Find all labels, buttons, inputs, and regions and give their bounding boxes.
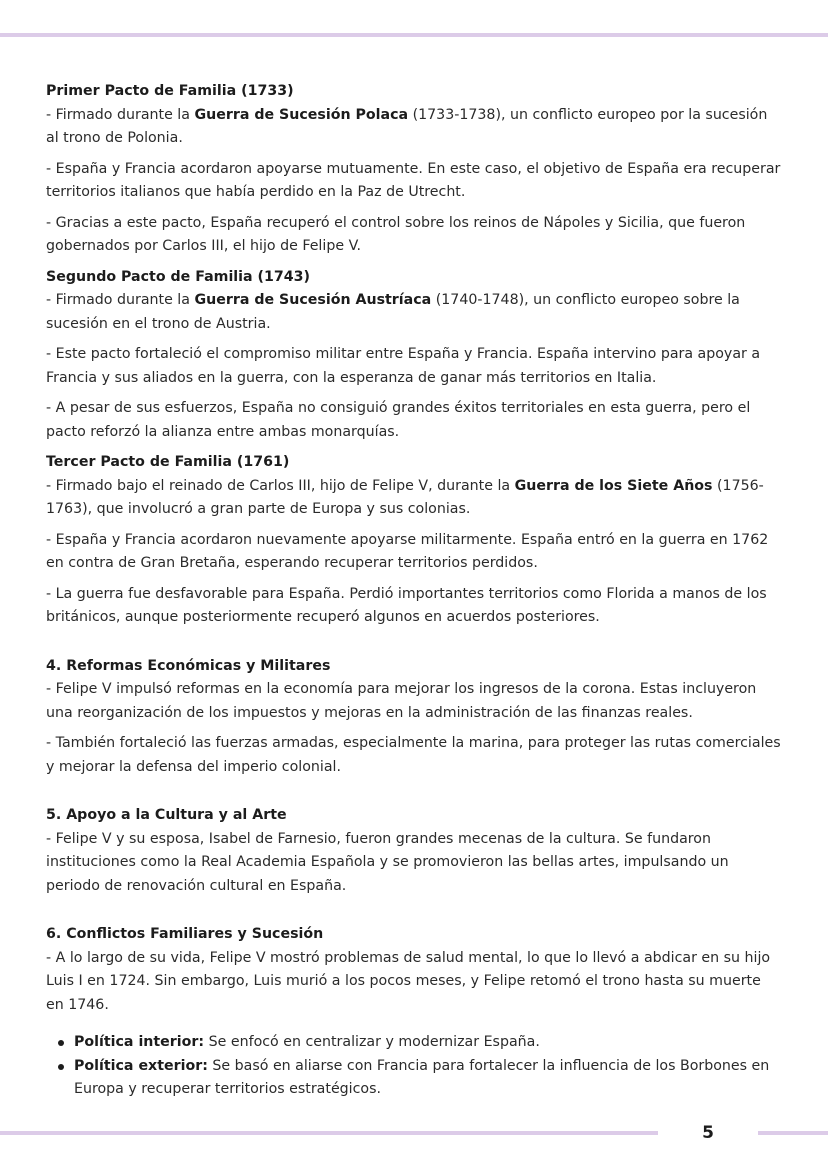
paragraph: [46, 104, 782, 151]
section-conflictos: [46, 923, 782, 1102]
section-title: 4. Reformas Económicas y Militares: [46, 657, 331, 674]
text-run: - Firmado durante la: [46, 106, 195, 123]
paragraph: - Gracias a este pacto, España recuperó el control sobre los reinos de Nápoles y Sicilia, que fueron gobernados por Carlos III, el hijo de Felipe V.: [46, 214, 746, 254]
paragraph: - Felipe V y su esposa, Isabel de Farnesio, fueron grandes mecenas de la cultura. Se fundaron instituciones como la Real Academia Española y se promovieron las bellas artes, impulsando un periodo de renovación cultural en España.: [46, 830, 729, 894]
section-title: Primer Pacto de Familia (1733): [46, 83, 294, 99]
paragraph: [46, 289, 782, 336]
paragraph: - Este pacto fortaleció el compromiso militar entre España y Francia. España intervino para apoyar a Francia y sus aliados en la guerra, con la esperanza de ganar más territorios en Italia.: [46, 346, 761, 386]
section-title: 5. Apoyo a la Cultura y al Arte: [46, 807, 287, 823]
list-item: [74, 1055, 782, 1102]
bold-term: Guerra de los Siete Años: [514, 477, 713, 494]
bold-term: Guerra de Sucesión Austríaca: [194, 292, 432, 308]
section-title: 6. Conflictos Familiares y Sucesión: [46, 926, 324, 942]
section-segundo-pacto: [46, 266, 782, 445]
bullet-text: Se enfocó en centralizar y modernizar España.: [204, 1034, 540, 1050]
text-run: - Firmado durante la: [46, 292, 195, 308]
top-divider: [0, 33, 828, 37]
paragraph: [46, 475, 782, 522]
text-run: - Firmado bajo el reinado de Carlos III, hijo de Felipe V, durante la: [46, 477, 515, 494]
section-title: Tercer Pacto de Familia (1761): [46, 454, 290, 470]
bullet-label: Política exterior:: [74, 1057, 208, 1074]
bullet-label: Política interior:: [74, 1034, 205, 1050]
paragraph: - Felipe V impulsó reformas en la economía para mejorar los ingresos de la corona. Estas incluyeron una reorganización de los impuestos y mejoras en la administración de las finanzas reales.: [46, 681, 757, 721]
text-run: (1740-1748), un conflicto europeo sobre la sucesión en el trono de Austria.: [46, 292, 740, 332]
list-item: [74, 1031, 782, 1055]
paragraph: - España y Francia acordaron apoyarse mutuamente. En este caso, el objetivo de España era recuperar territorios italianos que había perdido en la Paz de Utrecht.: [46, 160, 781, 200]
section-cultura: [46, 804, 782, 898]
section-title: Segundo Pacto de Familia (1743): [46, 268, 310, 285]
paragraph: - A lo largo de su vida, Felipe V mostró problemas de salud mental, lo que lo llevó a abdicar en su hijo Luis I en 1724. Sin embargo, Luis murió a los pocos meses, y Felipe retomó el trono hasta su muerte en 1746.: [46, 949, 771, 1013]
bottom-divider-right: [758, 1131, 828, 1135]
section-tercer-pacto: [46, 451, 782, 630]
bullet-list: [46, 1031, 782, 1102]
paragraph: - También fortaleció las fuerzas armadas, especialmente la marina, para proteger las rutas comerciales y mejorar la defensa del imperio colonial.: [46, 735, 781, 775]
text-run: (1756-1763), que involucró a gran parte de Europa y sus colonias.: [46, 477, 764, 517]
section-primer-pacto: [46, 80, 782, 259]
paragraph: - España y Francia acordaron nuevamente apoyarse militarmente. España entró en la guerra en 1762 en contra de Gran Bretaña, esperando recuperar territorios perdidos.: [46, 531, 769, 571]
page-number: 5: [702, 1123, 714, 1143]
bullet-text: Se basó en aliarse con Francia para fortalecer la influencia de los Borbones en Europa y recuperar territorios estratégicos.: [74, 1057, 770, 1097]
section-reformas: [46, 655, 782, 780]
bold-term: Guerra de Sucesión Polaca: [194, 106, 409, 123]
text-run: (1733-1738), un conflicto europeo por la sucesión al trono de Polonia.: [46, 106, 768, 146]
bottom-divider-left: [0, 1131, 658, 1135]
page-content: [46, 80, 782, 1109]
paragraph: - A pesar de sus esfuerzos, España no consiguió grandes éxitos territoriales en esta guerra, pero el pacto reforzó la alianza entre ambas monarquías.: [46, 400, 751, 440]
paragraph: - La guerra fue desfavorable para España. Perdió importantes territorios como Florida a manos de los británicos, aunque posteriormente recuperó algunos en acuerdos posteriores.: [46, 585, 767, 625]
